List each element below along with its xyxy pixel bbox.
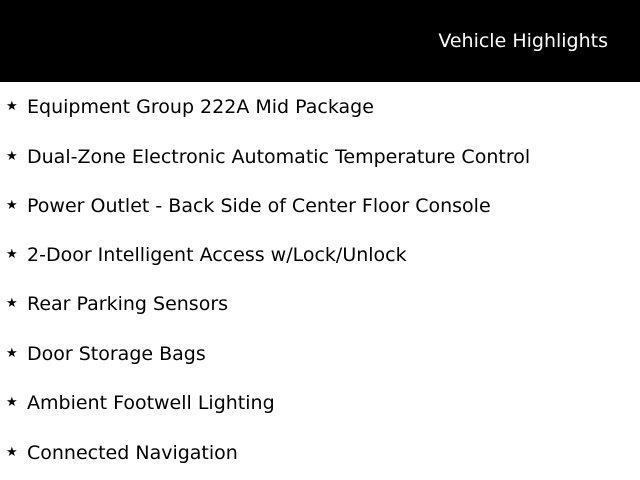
highlight-label: Equipment Group 222A Mid Package — [27, 96, 374, 118]
highlight-label: Power Outlet - Back Side of Center Floor Console — [27, 195, 491, 217]
highlight-label: Connected Navigation — [27, 442, 238, 464]
highlight-label: 2-Door Intelligent Access w/Lock/Unlock — [27, 244, 407, 266]
list-item — [0, 341, 206, 367]
star-icon: ★ — [6, 395, 18, 410]
list-item — [0, 94, 374, 120]
star-icon: ★ — [6, 445, 18, 460]
page-title: Vehicle Highlights — [438, 30, 608, 52]
list-item — [0, 144, 530, 170]
star-icon: ★ — [6, 99, 18, 114]
star-icon: ★ — [6, 198, 18, 213]
star-icon: ★ — [6, 346, 18, 361]
star-icon: ★ — [6, 296, 18, 311]
header-bar — [0, 0, 640, 82]
highlight-label: Dual-Zone Electronic Automatic Temperature Control — [27, 146, 531, 168]
star-icon: ★ — [6, 247, 18, 262]
list-item — [0, 242, 407, 268]
list-item — [0, 440, 238, 466]
highlight-label: Ambient Footwell Lighting — [27, 392, 275, 414]
star-icon: ★ — [6, 149, 18, 164]
highlight-label: Door Storage Bags — [27, 343, 206, 365]
list-item — [0, 390, 275, 416]
list-item — [0, 193, 491, 219]
highlight-label: Rear Parking Sensors — [27, 293, 229, 315]
list-item — [0, 291, 228, 317]
